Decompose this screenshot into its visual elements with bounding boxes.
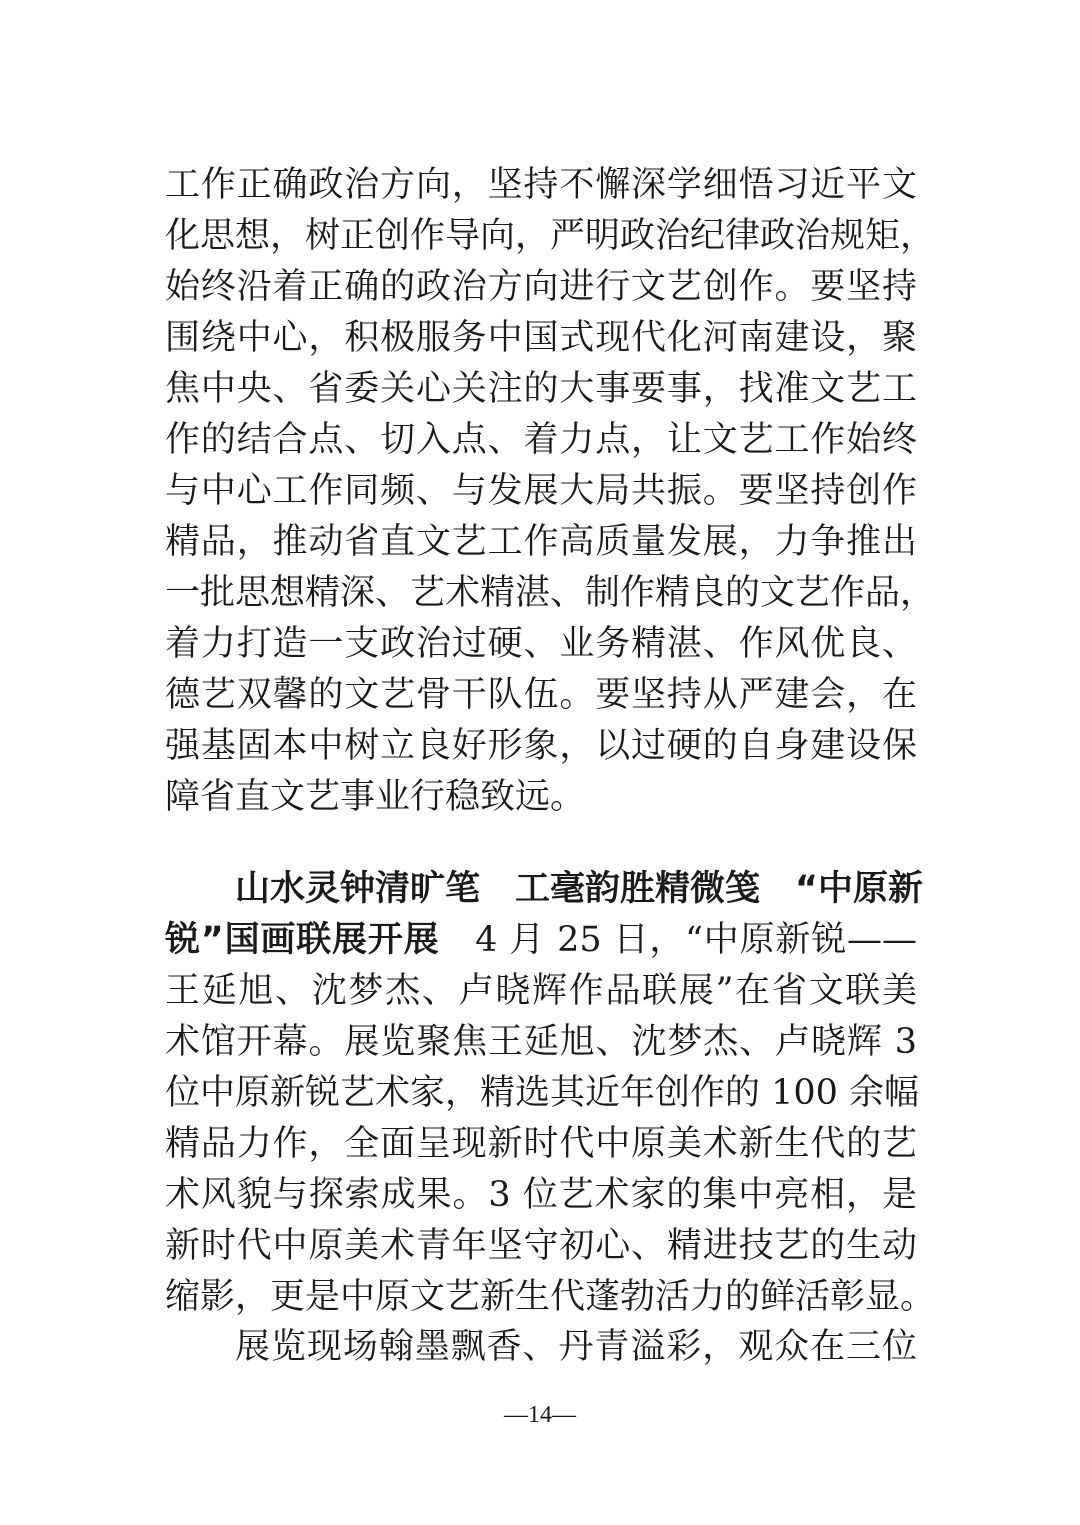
text-line: 化思想，树正创作导向，严明政治纪律政治规矩， — [165, 216, 936, 256]
text-line: 与中心工作同频、与发展大局共振。要坚持创作 — [165, 471, 917, 511]
text-line: 术风貌与探索成果。3 位艺术家的集中亮相，是 — [165, 1175, 917, 1215]
section-heading-part-2: 锐”国画联展开展 — [165, 920, 440, 960]
text-line: 精品力作，全面呈现新时代中原美术新生代的艺 — [165, 1124, 917, 1164]
paragraph-1 — [165, 160, 936, 823]
paragraph-3 — [165, 1322, 917, 1373]
text-line: 术馆开幕。展览聚焦王延旭、沈梦杰、卢晓辉 3 — [165, 1022, 917, 1062]
section-heading-part-1: 山水灵钟清旷笔 工毫韵胜精微笺 “中原新 — [235, 869, 924, 909]
text-line: 一批思想精深、艺术精湛、制作精良的文艺作品， — [165, 573, 936, 613]
text-line: 强基固本中树立良好形象，以过硬的自身建设保 — [165, 726, 917, 766]
page-number: —14— — [504, 1402, 576, 1428]
heading-line — [165, 915, 917, 966]
text-span: 4 月 25 日，“中原新锐—— — [439, 920, 917, 960]
text-line: 着力打造一支政治过硬、业务精湛、作风优良、 — [165, 624, 917, 664]
heading-line — [165, 864, 924, 915]
text-line: 始终沿着正确的政治方向进行文艺创作。要坚持 — [165, 267, 917, 307]
text-line: 新时代中原美术青年坚守初心、精进技艺的生动 — [165, 1226, 917, 1266]
text-line: 展览现场翰墨飘香、丹青溢彩，观众在三位 — [235, 1327, 917, 1367]
text-line: 位中原新锐艺术家，精选其近年创作的 100 余幅 — [165, 1073, 920, 1113]
text-line: 工作正确政治方向，坚持不懈深学细悟习近平文 — [165, 165, 917, 205]
text-line: 障省直文艺事业行稳致远。 — [165, 777, 586, 817]
text-line: 王延旭、沈梦杰、卢晓辉作品联展”在省文联美 — [165, 971, 917, 1011]
text-line: 精品，推动省直文艺工作高质量发展，力争推出 — [165, 522, 917, 562]
text-line: 德艺双馨的文艺骨干队伍。要坚持从严建会，在 — [165, 675, 917, 715]
text-line: 围绕中心，积极服务中国式现代化河南建设，聚 — [165, 318, 917, 358]
text-line: 焦中央、省委关心关注的大事要事，找准文艺工 — [165, 369, 917, 409]
paragraph-2 — [165, 864, 936, 1323]
text-line: 作的结合点、切入点、着力点，让文艺工作始终 — [165, 420, 917, 460]
text-line: 缩影，更是中原文艺新生代蓬勃活力的鲜活彰显。 — [165, 1277, 936, 1317]
